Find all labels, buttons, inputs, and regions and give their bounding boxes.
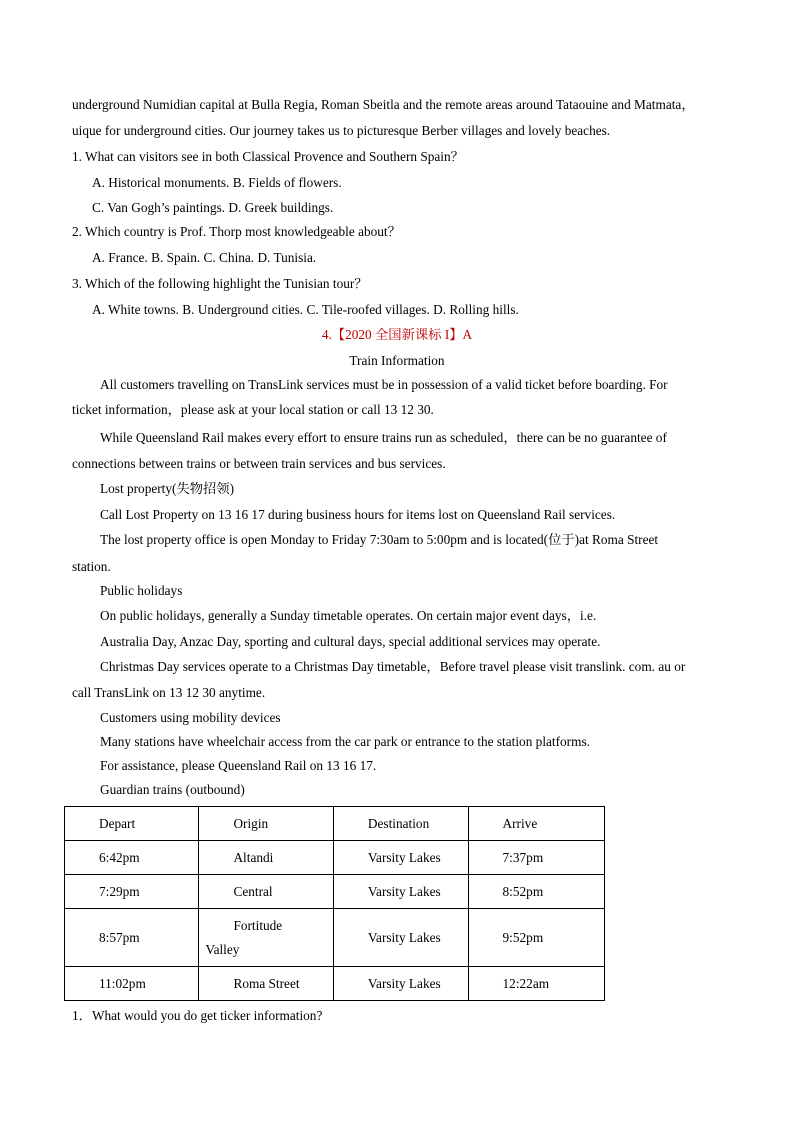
paragraph-2-line-1: While Queensland Rail makes every effort to ensure trains run as scheduled，there can be no guarantee of <box>100 430 667 445</box>
mobility-line-2: For assistance, please Queensland Rail on 13 16 17. <box>100 758 377 773</box>
cell-arrive: 12:22am <box>468 967 604 1001</box>
lost-property-line-1: Call Lost Property on 13 16 17 during business hours for items lost on Queensland Rail services. <box>100 507 616 522</box>
header-arrive: Arrive <box>468 807 604 841</box>
cell-destination: Varsity Lakes <box>333 875 468 909</box>
table-row <box>65 967 605 1001</box>
lost-property-line-3: station. <box>72 559 111 574</box>
section-heading: 4.【2020 全国新课标 I】A <box>321 327 473 342</box>
table-row <box>65 875 605 909</box>
intro-line-1: underground Numidian capital at Bulla Regia, Roman Sbeitla and the remote areas around Tataouine and Matmata， <box>72 97 695 112</box>
document-title: Train Information <box>349 353 445 368</box>
public-holidays-line-4: call TransLink on 13 12 30 anytime. <box>72 685 266 700</box>
cell-destination: Varsity Lakes <box>333 909 468 967</box>
question-2-stem: 2. Which country is Prof. Thorp most knowledgeable about？ <box>72 224 401 239</box>
public-holidays-line-2: Australia Day, Anzac Day, sporting and cultural days, special additional services may operate. <box>100 634 601 649</box>
header-destination: Destination <box>333 807 468 841</box>
cell-origin: Roma Street <box>199 967 333 1001</box>
guardian-trains-heading: Guardian trains (outbound) <box>100 782 245 797</box>
question-1-stem: 1. What can visitors see in both Classical Provence and Southern Spain？ <box>72 149 464 164</box>
cell-depart: 7:29pm <box>65 875 199 909</box>
question-b-1: 1．What would you do get ticker information? <box>72 1008 323 1023</box>
public-holidays-line-3: Christmas Day services operate to a Christmas Day timetable，Before travel please visit translink. com. au or <box>100 659 686 674</box>
question-3-stem: 3. Which of the following highlight the Tunisian tour？ <box>72 276 368 291</box>
cell-depart: 6:42pm <box>65 841 199 875</box>
paragraph-2-line-2: connections between trains or between train services and bus services. <box>72 456 446 471</box>
cell-origin: Central <box>199 875 333 909</box>
header-depart: Depart <box>65 807 199 841</box>
cell-arrive: 7:37pm <box>468 841 604 875</box>
cell-destination: Varsity Lakes <box>333 967 468 1001</box>
guardian-timetable <box>64 806 605 1001</box>
cell-depart: 11:02pm <box>65 967 199 1001</box>
intro-line-2: uique for underground cities. Our journey takes us to picturesque Berber villages and lovely beaches. <box>72 123 611 138</box>
cell-destination: Varsity Lakes <box>333 841 468 875</box>
cell-origin: Altandi <box>199 841 333 875</box>
cell-origin <box>199 909 333 967</box>
lost-property-heading: Lost property(失物招领) <box>100 481 235 496</box>
cell-arrive: 9:52pm <box>468 909 604 967</box>
public-holidays-heading: Public holidays <box>100 583 183 598</box>
table-row <box>65 841 605 875</box>
lost-property-line-2: The lost property office is open Monday to Friday 7:30am to 5:00pm and is located(位于)at Roma Street <box>100 532 659 547</box>
header-origin: Origin <box>199 807 333 841</box>
cell-origin-line-2: Valley <box>205 941 240 957</box>
table-header-row <box>65 807 605 841</box>
table-row <box>65 909 605 967</box>
paragraph-1-line-2: ticket information，please ask at your local station or call 13 12 30. <box>72 402 434 417</box>
cell-depart: 8:57pm <box>65 909 199 967</box>
mobility-heading: Customers using mobility devices <box>100 710 281 725</box>
cell-arrive: 8:52pm <box>468 875 604 909</box>
question-3-options: A. White towns. B. Underground cities. C. Tile-roofed villages. D. Rolling hills. <box>92 302 519 317</box>
paragraph-1-line-1: All customers travelling on TransLink services must be in possession of a valid ticket before boarding. For <box>100 377 668 392</box>
question-1-options-b: C. Van Gogh’s paintings. D. Greek buildings. <box>92 200 334 215</box>
question-1-options-a: A. Historical monuments. B. Fields of flowers. <box>92 175 342 190</box>
question-2-options: A. France. B. Spain. C. China. D. Tunisia. <box>92 250 317 265</box>
cell-origin-line-1: Fortitude <box>233 917 283 933</box>
public-holidays-line-1: On public holidays, generally a Sunday timetable operates. On certain major event days，i.e. <box>100 608 597 623</box>
mobility-line-1: Many stations have wheelchair access from the car park or entrance to the station platforms. <box>100 734 590 749</box>
